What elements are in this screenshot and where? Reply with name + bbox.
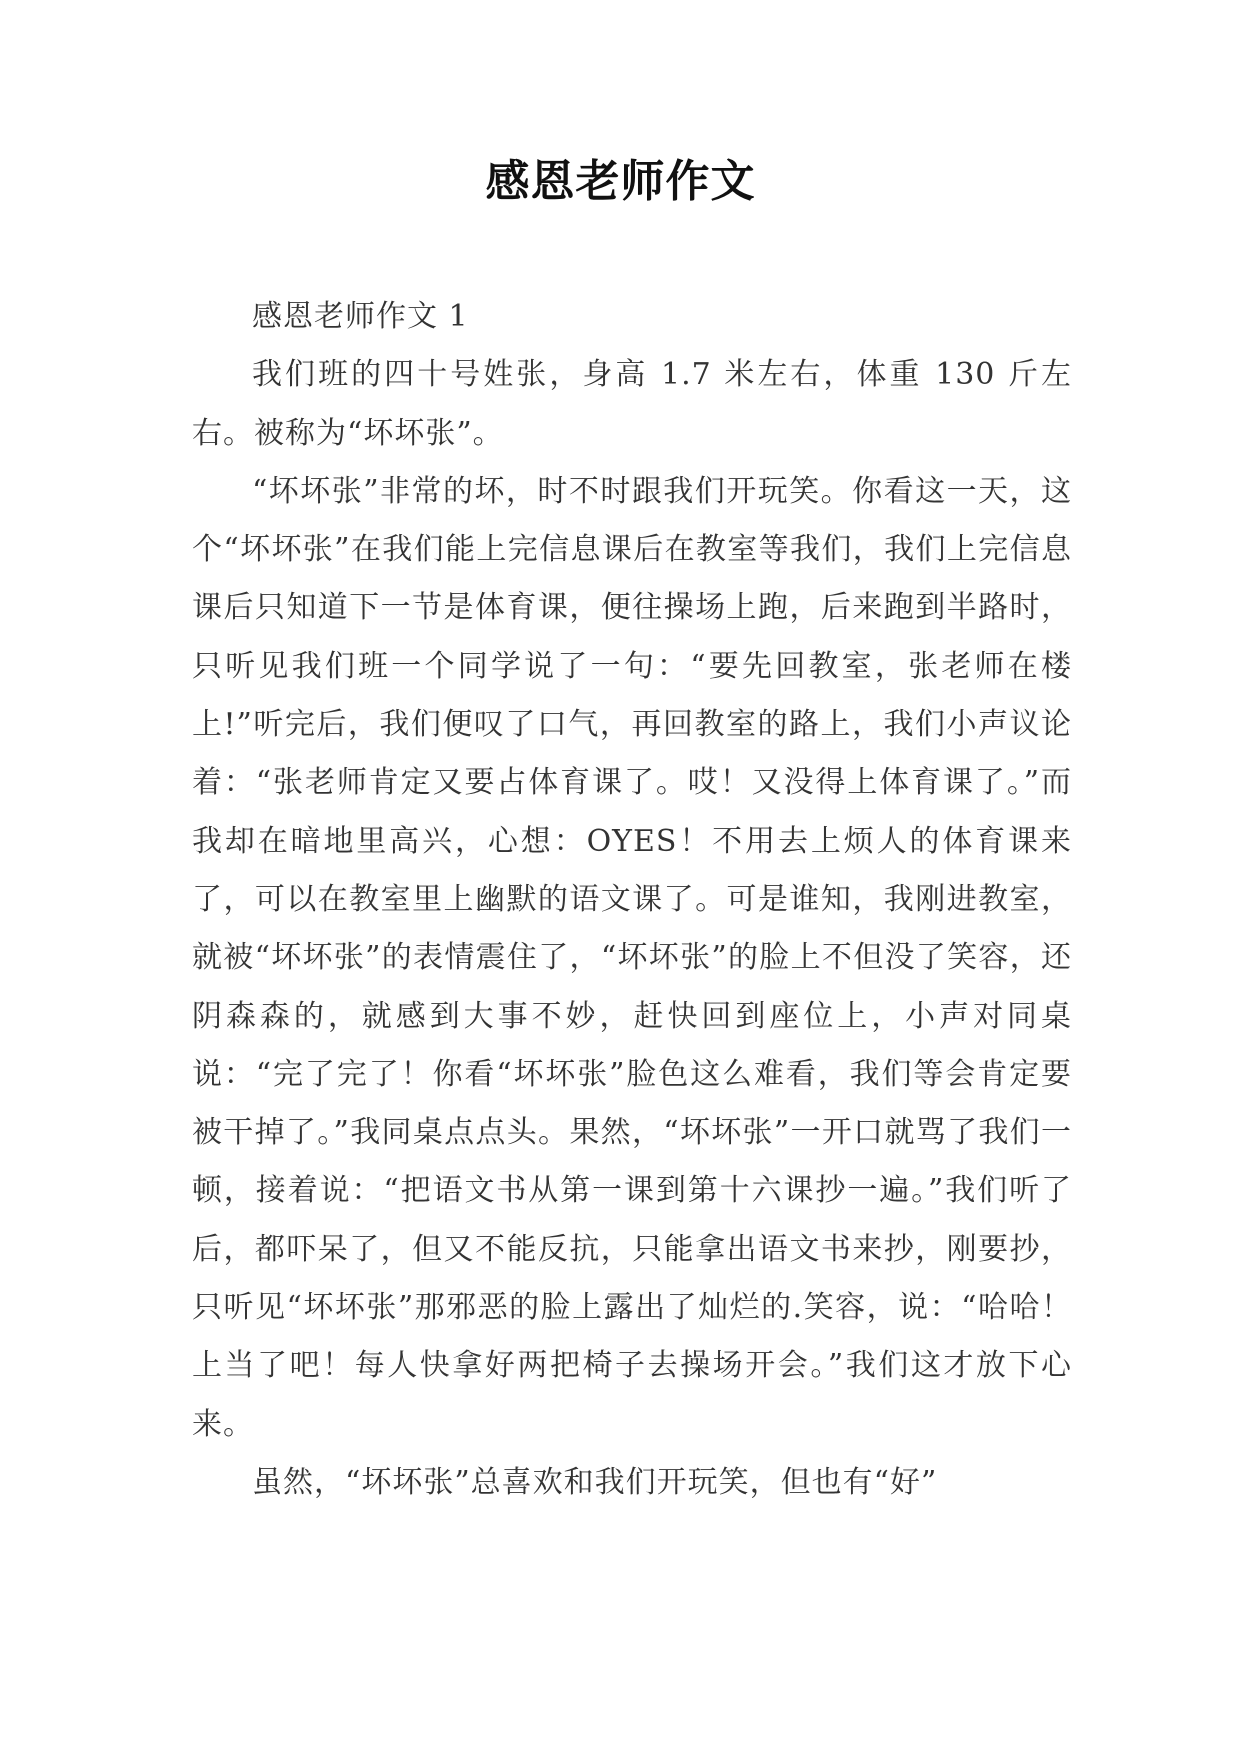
section-heading: 感恩老师作文 1 [252, 299, 469, 334]
document-title: 感恩老师作文 [485, 156, 756, 207]
paragraph-3: 虽然，“坏坏张”总喜欢和我们开玩笑，但也有“好” [252, 1464, 938, 1500]
paragraph-1: 我们班的四十号姓张，身高 1.7 米左右，体重 130 斤左右。被称为“坏坏张”。 [192, 357, 1072, 451]
paragraph-2: “坏坏张”非常的坏，时不时跟我们开玩笑。你看这一天，这个“坏坏张”在我们能上完信息课后在教室等我们，我们上完信息课后只知道下一节是体育课，便往操场上跑，后来跑到半路时，只听见我们班一个同学说了一句：“要先回教室，张老师在楼上!”听完后，我们便叹了口气，再回教室的路上，我们小声议论着：“张老师肯定又要占体育课了。哎！又没得上体育课了。”而我却在暗地里高兴，心想：OYES！不用去上烦人的体育课来了，可以在教室里上幽默的语文课了。可是谁知，我刚进教室，就被“坏坏张”的表情震住了，“坏坏张”的脸上不但没了笑容，还阴森森的，就感到大事不妙，赶快回到座位上，小声对同桌说：“完了完了！你看“坏坏张”脸色这么难看，我们等会肯定要被干掉了。”我同桌点点头。果然，“坏坏张”一开口就骂了我们一顿，接着说：“把语文书从第一课到第十六课抄一遍。”我们听了后，都吓呆了，但又不能反抗，只能拿出语文书来抄，刚要抄，只听见“坏坏张”那邪恶的脸上露出了灿烂的.笑容，说：“哈哈！上当了吧！每人快拿好两把椅子去操场开会。”我们这才放下心来。 [192, 473, 1072, 1442]
document-body [192, 288, 1072, 1512]
